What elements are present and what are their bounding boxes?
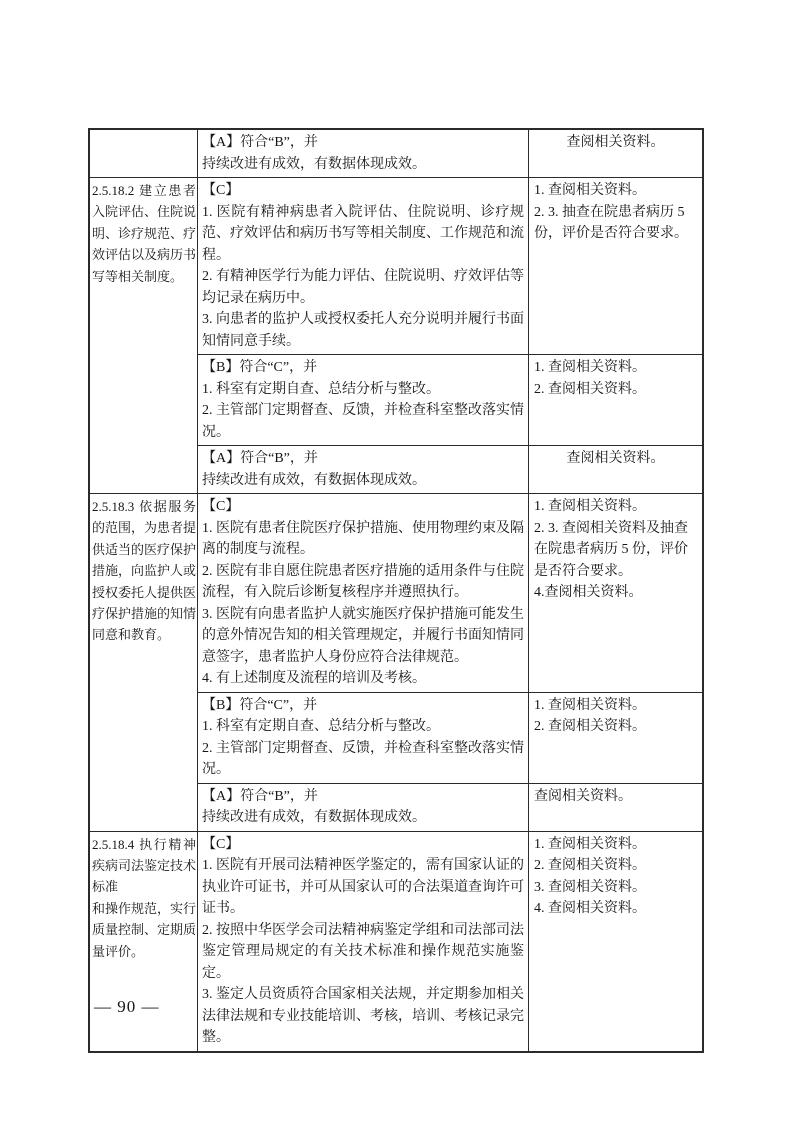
- clause-cell: [90, 178, 198, 493]
- grade-a-row: [198, 783, 702, 831]
- method-line: 1. 查阅相关资料。: [534, 183, 646, 198]
- criteria-line: 持续改进有成效，有数据体现成效。: [202, 810, 426, 825]
- grade-b-row: [198, 354, 702, 445]
- method-line: 查阅相关资料。: [534, 788, 632, 804]
- section-2-5-18-2: [90, 177, 702, 493]
- clause-text: 和操作规范，实行质量控制、定期质量评价。: [92, 900, 197, 959]
- section-previous-tail: [90, 130, 702, 177]
- grade-c-row: [198, 178, 702, 354]
- method-cell: [528, 130, 702, 177]
- method-line: 1. 查阅相关资料。: [534, 360, 646, 375]
- criteria-line: 1. 医院有患者住院医疗保护措施、使用物理约束及隔离的制度与流程。: [202, 520, 524, 557]
- method-line: 2. 查阅相关资料。: [534, 858, 646, 873]
- method-line: 4.查阅相关资料。: [534, 585, 643, 600]
- criteria-line: 4. 有上述制度及流程的培训及考核。: [202, 671, 426, 686]
- grade-label: 【B】符合“C”，并: [202, 697, 318, 713]
- criteria-cell: [198, 178, 528, 354]
- criteria-line: 持续改进有成效，有数据体现成效。: [202, 156, 426, 172]
- criteria-line: 3. 向患者的监护人或授权委托人充分说明并履行书面知情同意手续。: [202, 312, 524, 349]
- page-number: — 90 —: [94, 997, 160, 1016]
- method-cell: [528, 446, 702, 493]
- clause-text: 2.5.18.3 依据服务的范围，为患者提供适当的医疗保护措施，向监护人或授权委托人提供医疗保护措施的知情同意和教育。: [92, 499, 197, 643]
- method-line: 查阅相关资料。: [566, 135, 665, 150]
- criteria-line: 1. 医院有精神病患者入院评估、住院说明、诊疗规范、疗效评估和病历书写等相关制度、工作规范和流程。: [202, 204, 524, 263]
- criteria-cell: [198, 130, 528, 177]
- method-line: 2. 3. 抽查在院患者病历 5 份，评价是否符合要求。: [534, 204, 688, 241]
- criteria-line: 持续改进有成效，有数据体现成效。: [202, 472, 426, 488]
- grade-c-row: [198, 832, 702, 1051]
- criteria-cell: [198, 832, 528, 1051]
- criteria-line: 3. 鉴定人员资质符合国家相关法规，并定期参加相关法律法规和专业技能培训、考核，培训、考核记录完整。: [202, 987, 524, 1045]
- criteria-cell: [198, 446, 528, 493]
- method-line: 2. 3. 查阅相关资料及抽查在院患者病历 5 份，评价是否符合要求。: [534, 520, 688, 579]
- criteria-cell: [198, 693, 528, 783]
- clause-cell: [90, 494, 198, 831]
- criteria-line: 【A】符合“B”，并: [202, 135, 318, 150]
- section-2-5-18-4: [90, 831, 702, 1051]
- method-cell: [528, 784, 702, 831]
- method-cell: [528, 494, 702, 692]
- criteria-line: 1. 医院有开展司法精神医学鉴定的，需有国家认证的执业许可证书，并可从国家认可的合法渠道查询许可证书。: [202, 858, 524, 916]
- method-line: 4. 查阅相关资料。: [534, 901, 646, 916]
- criteria-line: 【A】符合“B”，并: [202, 788, 318, 804]
- grade-a-row: [198, 445, 702, 493]
- method-line: 3. 查阅相关资料。: [534, 879, 646, 895]
- method-line: 2. 查阅相关资料。: [534, 719, 646, 734]
- criteria-line: 【A】符合“B”，并: [202, 451, 318, 466]
- criteria-line: 1. 科室有定期自查、总结分析与整改。: [202, 719, 440, 734]
- evaluation-standards-table: [88, 128, 704, 1053]
- method-line: 1. 查阅相关资料。: [534, 697, 646, 713]
- grade-label: 【C】: [202, 183, 240, 198]
- clause-text: 2.5.18.4 执行精神疾病司法鉴定技术标准: [92, 836, 197, 895]
- method-line: 2. 查阅相关资料。: [534, 381, 646, 397]
- criteria-cell: [198, 784, 528, 831]
- clause-cell: [90, 130, 198, 177]
- method-line: 1. 查阅相关资料。: [534, 836, 646, 852]
- method-line: 1. 查阅相关资料。: [534, 499, 646, 514]
- section-2-5-18-3: [90, 493, 702, 831]
- clause-text: 2.5.18.2 建立患者入院评估、住院说明、诊疗规范、疗效评估以及病历书写等相关制度。: [92, 183, 197, 284]
- grade-label: 【C】: [202, 499, 240, 514]
- criteria-line: 3. 医院有向患者监护人就实施医疗保护措施可能发生的意外情况告知的相关管理规定，并履行书面知情同意签字，患者监护人身份应符合法律规范。: [202, 606, 524, 665]
- criteria-line: 2. 医院有非自愿住院患者医疗措施的适用条件与住院流程，有入院后诊断复核程序并遵照执行。: [202, 563, 524, 600]
- grade-label: 【B】符合“C”，并: [202, 360, 318, 375]
- criteria-cell: [198, 355, 528, 445]
- criteria-line: 1. 科室有定期自查、总结分析与整改。: [202, 381, 440, 397]
- criteria-line: 2. 有精神医学行为能力评估、住院说明、疗效评估等均记录在病历中。: [202, 269, 524, 306]
- criteria-line: 2. 主管部门定期督查、反馈，并检查科室整改落实情况。: [202, 740, 524, 777]
- grade-c-row: [198, 494, 702, 692]
- grade-label: 【C】: [202, 836, 240, 852]
- criteria-cell: [198, 494, 528, 692]
- method-cell: [528, 178, 702, 354]
- method-cell: [528, 693, 702, 783]
- grade-b-row: [198, 692, 702, 783]
- method-cell: [528, 355, 702, 445]
- grade-a-row: [198, 130, 702, 177]
- clause-cell: [90, 832, 198, 1051]
- criteria-line: 2. 主管部门定期督查、反馈，并检查科室整改落实情况。: [202, 403, 524, 440]
- method-cell: [528, 832, 702, 1051]
- criteria-line: 2. 按照中华医学会司法精神病鉴定学组和司法部司法鉴定管理局规定的有关技术标准和操作规范实施鉴定。: [202, 922, 524, 981]
- method-line: 查阅相关资料。: [566, 451, 665, 466]
